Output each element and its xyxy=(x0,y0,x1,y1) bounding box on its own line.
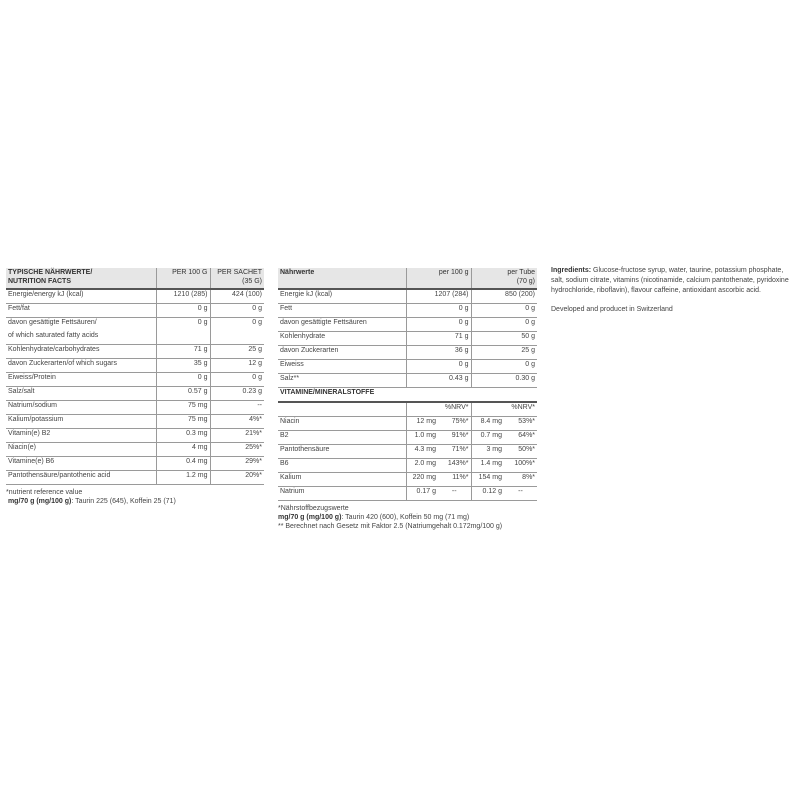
table-row: Kohlenhydrate 71 g 50 g xyxy=(278,331,537,345)
table-row: Fett/fat 0 g 0 g xyxy=(6,303,264,317)
table-row: davon Zuckerarten/of which sugars 35 g 12 g xyxy=(6,358,264,372)
table-row: Pantothensäure 4.3 mg 71%* 3 mg 50%* xyxy=(278,444,537,458)
table-row: davon gesättigte Fettsäuren/ 0 g 0 g xyxy=(6,317,264,331)
table-row: Niacin(e) 4 mg 25%* xyxy=(6,442,264,456)
header-per-100g: per 100 g xyxy=(406,268,471,289)
table-header xyxy=(278,268,537,289)
table-row: Kalium/potassium 75 mg 4%* xyxy=(6,414,264,428)
footnote-nrv: *Nährstoffbezugswerte xyxy=(278,504,349,512)
table-row: Salz** 0.43 g 0.30 g xyxy=(278,373,537,387)
nutrition-table-de xyxy=(278,268,537,532)
table-row: Vitamin(e) B2 0.3 mg 21%* xyxy=(6,428,264,442)
table-footnotes xyxy=(6,488,264,507)
table-row: Fett 0 g 0 g xyxy=(278,303,537,317)
header-label: Nährwerte xyxy=(278,268,406,289)
table-footnotes xyxy=(278,504,537,532)
ingredients-text: Ingredients: Glucose-fructose syrup, water, taurine, potassium phosphate, salt, sodium citrate, vitamins (nicotinamide, calcium pantothenate, pyridoxine hydrochloride, riboflavin), flavour caffeine, antioxidant ascorbic acid. xyxy=(551,267,789,295)
header-label: TYPISCHE NÄHRWERTE/ NUTRITION FACTS xyxy=(6,268,156,289)
table-row: Eiweiss 0 g 0 g xyxy=(278,359,537,373)
table-row: Energie/energy kJ (kcal) 1210 (285) 424 (100) xyxy=(6,289,264,304)
nutrition-table-en xyxy=(6,268,264,506)
ingredients-block xyxy=(551,266,797,325)
table-row: B6 2.0 mg 143%* 1.4 mg 100%* xyxy=(278,458,537,472)
table-row: Eiweiss/Protein 0 g 0 g xyxy=(6,372,264,386)
table-row: Pantothensäure/pantothenic acid 1.2 mg 20%* xyxy=(6,470,264,484)
table-row: Natrium 0.17 g -- 0.12 g -- xyxy=(278,486,537,500)
table-row: Energie kJ (kcal) 1207 (284) 850 (200) xyxy=(278,289,537,304)
footnote-nrv: *nutrient reference value xyxy=(6,488,83,496)
nrv-header-row: %NRV* %NRV* xyxy=(278,402,537,417)
table-row: Natrium/sodium 75 mg -- xyxy=(6,400,264,414)
table-row: Kohlenhydrate/carbohydrates 71 g 25 g xyxy=(6,344,264,358)
table-row: Niacin 12 mg 75%* 8.4 mg 53%* xyxy=(278,416,537,430)
header-per-tube: per Tube (70 g) xyxy=(471,268,537,289)
table-row: Salz/salt 0.57 g 0.23 g xyxy=(6,386,264,400)
footnote-taurine-caffeine: mg/70 g (mg/100 g): Taurin 225 (645), Koffein 25 (71) xyxy=(7,497,176,505)
origin-text: Developed and producet in Switzerland xyxy=(551,306,673,314)
table-row: Kalium 220 mg 11%* 154 mg 8%* xyxy=(278,472,537,486)
table-row: davon Zuckerarten 36 g 25 g xyxy=(278,345,537,359)
header-per-100g: PER 100 G xyxy=(156,268,210,289)
footnote-taurine-caffeine: mg/70 g (mg/100 g): Taurin 420 (600), Koffein 50 mg (71 mg) xyxy=(278,513,470,521)
header-per-sachet: PER SACHET (35 G) xyxy=(210,268,264,289)
table-row: B2 1.0 mg 91%* 0.7 mg 64%* xyxy=(278,430,537,444)
table-header xyxy=(6,268,264,289)
footnote-salt: ** Berechnet nach Gesetz mit Faktor 2.5 (Natriumgehalt 0.172mg/100 g) xyxy=(278,523,503,531)
table-row: of which saturated fatty acids xyxy=(6,331,264,345)
table-row: davon gesättigte Fettsäuren 0 g 0 g xyxy=(278,317,537,331)
section-header: VITAMINE/MINERALSTOFFE xyxy=(278,387,537,402)
table-row: Vitamine(e) B6 0.4 mg 29%* xyxy=(6,456,264,470)
